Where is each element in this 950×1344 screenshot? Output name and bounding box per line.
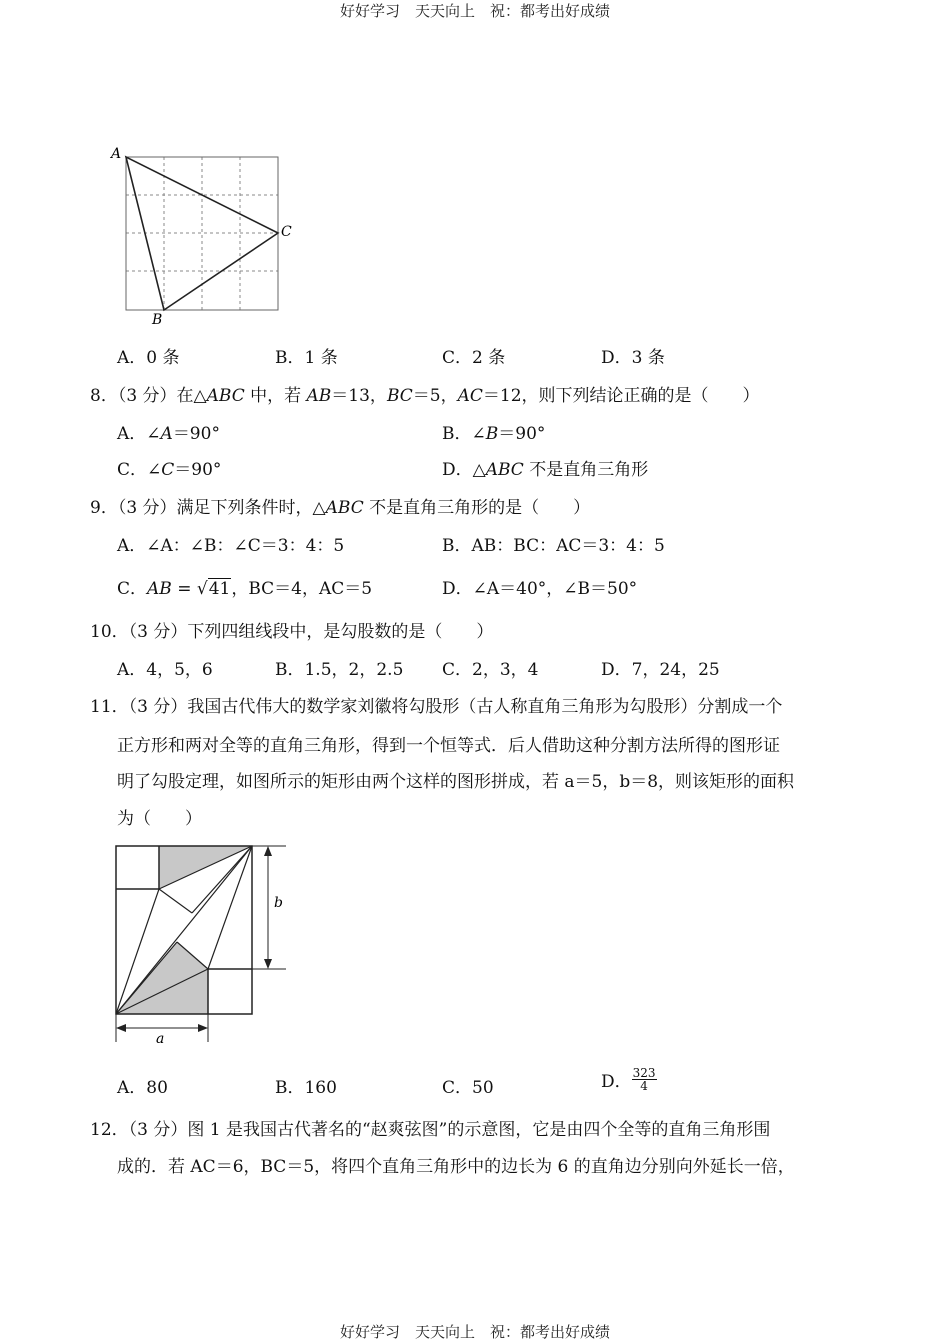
q11-stem-line1: 11．（3 分）我国古代伟大的数学家刘徽将勾股形（古人称直角三角形为勾股形）分割成一个: [90, 697, 783, 717]
q8-stem: 8．（3 分）在△ABC 中，若 AB＝13，BC＝5，AC＝12，则下列结论正确的是（ ）: [90, 386, 760, 406]
q7-option-c[interactable]: C．2 条: [442, 348, 506, 368]
q10-option-d[interactable]: D．7，24，25: [601, 660, 720, 680]
q9-option-b[interactable]: B．AB：BC：AC＝3：4：5: [442, 536, 665, 556]
q12-stem-line1: 12．（3 分）图 1 是我国古代著名的“赵爽弦图”的示意图，它是由四个全等的直角三角形围: [90, 1120, 771, 1140]
q7-option-d[interactable]: D．3 条: [601, 348, 665, 368]
grid-triangle-figure: [108, 142, 308, 332]
q9-option-a[interactable]: A．∠A：∠B：∠C＝3：4：5: [117, 536, 345, 556]
q9-stem: 9．（3 分）满足下列条件时，△ABC 不是直角三角形的是（ ）: [90, 498, 591, 518]
page-footer: 好好学习 天天向上 祝：都考出好成绩: [339, 1323, 610, 1341]
q11-stem-line2: 正方形和两对全等的直角三角形，得到一个恒等式．后人借助这种分割方法所得的图形证: [117, 736, 780, 756]
vertex-b-label: B: [152, 312, 163, 328]
q7-option-a[interactable]: A．0 条: [117, 348, 180, 368]
q10-option-a[interactable]: A．4，5，6: [117, 660, 213, 680]
q11-option-b[interactable]: B．160: [275, 1078, 337, 1098]
q11-stem-line4: 为（ ）: [117, 809, 202, 829]
q10-option-c[interactable]: C．2，3，4: [442, 660, 539, 680]
dimension-b-label: b: [274, 895, 283, 911]
q9-option-c[interactable]: C．AB = √41，BC＝4，AC＝5: [117, 579, 373, 599]
q8-option-c[interactable]: C．∠C＝90°: [117, 460, 222, 480]
rectangle-dissection-figure: [108, 838, 298, 1053]
q8-option-d[interactable]: D．△ABC 不是直角三角形: [442, 460, 649, 480]
q11-stem-line3: 明了勾股定理，如图所示的矩形由两个这样的图形拼成，若 a＝5，b＝8，则该矩形的面积: [117, 772, 795, 792]
q7-option-b[interactable]: B．1 条: [275, 348, 338, 368]
q8-option-a[interactable]: A．∠A＝90°: [117, 424, 220, 444]
dimension-a-label: a: [156, 1031, 165, 1047]
q10-option-b[interactable]: B．1.5，2，2.5: [275, 660, 404, 680]
vertex-a-label: A: [111, 146, 122, 162]
page-header: 好好学习 天天向上 祝：都考出好成绩: [339, 2, 610, 20]
q10-stem: 10．（3 分）下列四组线段中，是勾股数的是（ ）: [90, 622, 494, 642]
vertex-c-label: C: [281, 224, 292, 240]
q11-option-c[interactable]: C．50: [442, 1078, 494, 1098]
q11-option-d[interactable]: D． $\frac{323}{4}$: [601, 1066, 656, 1093]
q12-stem-line2: 成的．若 AC＝6，BC＝5，将四个直角三角形中的边长为 6 的直角边分别向外延长一倍，: [117, 1157, 795, 1177]
q9-option-d[interactable]: D．∠A＝40°，∠B＝50°: [442, 579, 638, 599]
q8-option-b[interactable]: B．∠B＝90°: [442, 424, 546, 444]
fraction: $\frac{323}{4}$: [632, 1066, 656, 1093]
q11-option-a[interactable]: A．80: [117, 1078, 168, 1098]
